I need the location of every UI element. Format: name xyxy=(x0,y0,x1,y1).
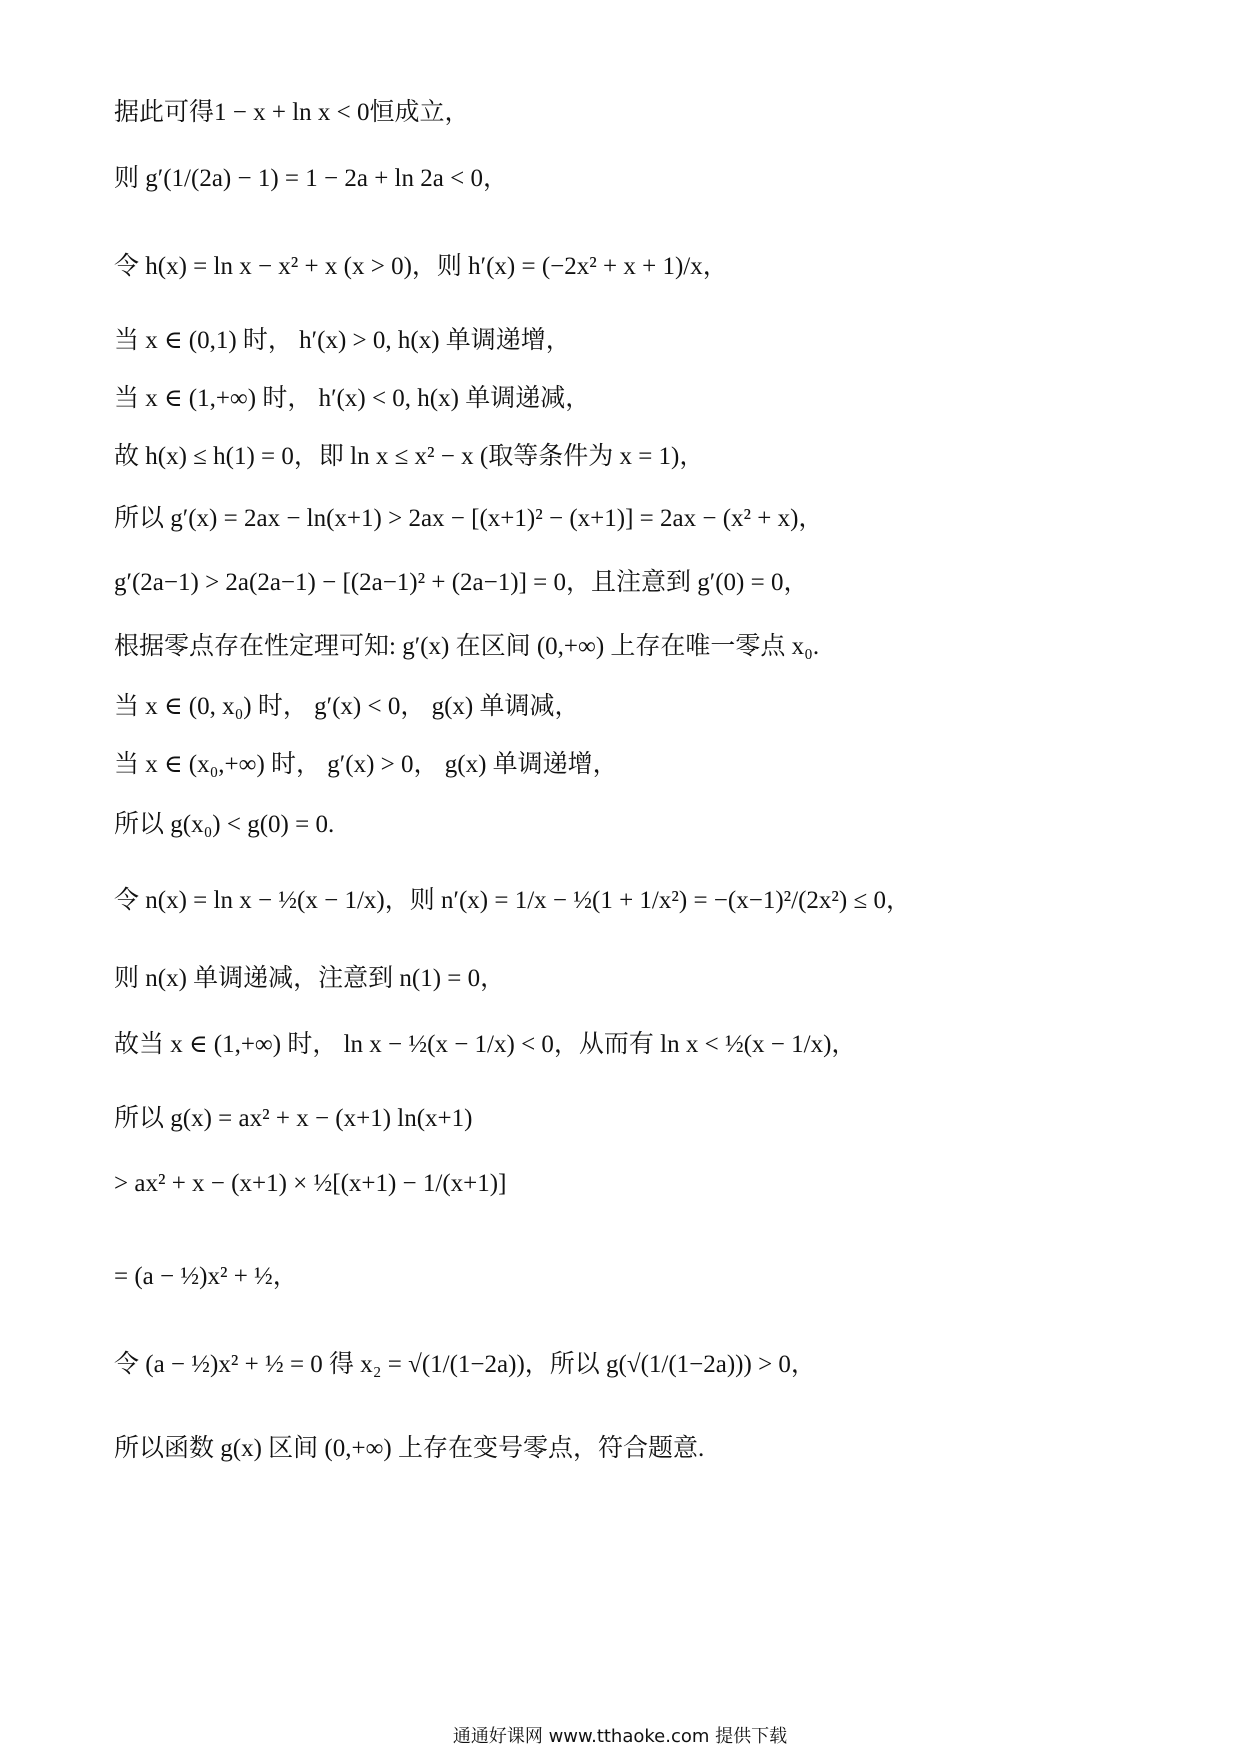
line-9: 根据零点存在性定理可知: g′(x) 在区间 (0,+∞) 上存在唯一零点 x₀. xyxy=(114,633,820,660)
line-1: 据此可得1 − x + ln x < 0恒成立， xyxy=(114,99,470,126)
line-8: g′(2a−1) > 2a(2a−1) − [(2a−1)² + (2a−1)] = 0，且注意到 g′(0) = 0， xyxy=(114,569,809,596)
line-16: 所以 g(x) = ax² + x − (x+1) ln(x+1) xyxy=(114,1105,473,1132)
line-15: 故当 x ∈ (1,+∞) 时， ln x − ½(x − 1/x) < 0，从而有 ln x < ½(x − 1/x)， xyxy=(114,1031,857,1058)
footer-credit: 通通好课网 www.tthaoke.com 提供下载 xyxy=(452,1726,788,1747)
line-7: 所以 g′(x) = 2ax − ln(x+1) > 2ax − [(x+1)² − (x+1)] = 2ax − (x² + x)， xyxy=(114,505,824,532)
line-12: 所以 g(x₀) < g(0) = 0. xyxy=(114,811,335,838)
line-2: 则 g′(1/(2a) − 1) = 1 − 2a + ln 2a < 0， xyxy=(114,165,508,192)
line-4: 当 x ∈ (0,1) 时， h′(x) > 0, h(x) 单调递增， xyxy=(114,327,571,354)
line-19: 令 (a − ½)x² + ½ = 0 得 x₂ = √(1/(1−2a))，所以 g(√(1/(1−2a))) > 0， xyxy=(114,1351,816,1378)
line-13: 令 n(x) = ln x − ½(x − 1/x)，则 n′(x) = 1/x − ½(1 + 1/x²) = −(x−1)²/(2x²) ≤ 0， xyxy=(114,887,911,914)
line-10: 当 x ∈ (0, x₀) 时， g′(x) < 0， g(x) 单调减， xyxy=(114,693,580,720)
line-11: 当 x ∈ (x₀,+∞) 时， g′(x) > 0， g(x) 单调递增， xyxy=(114,751,618,778)
line-20: 所以函数 g(x) 区间 (0,+∞) 上存在变号零点，符合题意. xyxy=(114,1435,705,1462)
line-14: 则 n(x) 单调递减，注意到 n(1) = 0， xyxy=(114,965,506,992)
line-6: 故 h(x) ≤ h(1) = 0，即 ln x ≤ x² − x (取等条件为 x = 1)， xyxy=(114,443,705,470)
line-18: = (a − ½)x² + ½， xyxy=(114,1263,298,1290)
line-17: > ax² + x − (x+1) × ½[(x+1) − 1/(x+1)] xyxy=(114,1170,507,1197)
line-3: 令 h(x) = ln x − x² + x (x > 0)，则 h′(x) = (−2x² + x + 1)/x， xyxy=(114,253,728,280)
line-5: 当 x ∈ (1,+∞) 时， h′(x) < 0, h(x) 单调递减， xyxy=(114,385,591,412)
